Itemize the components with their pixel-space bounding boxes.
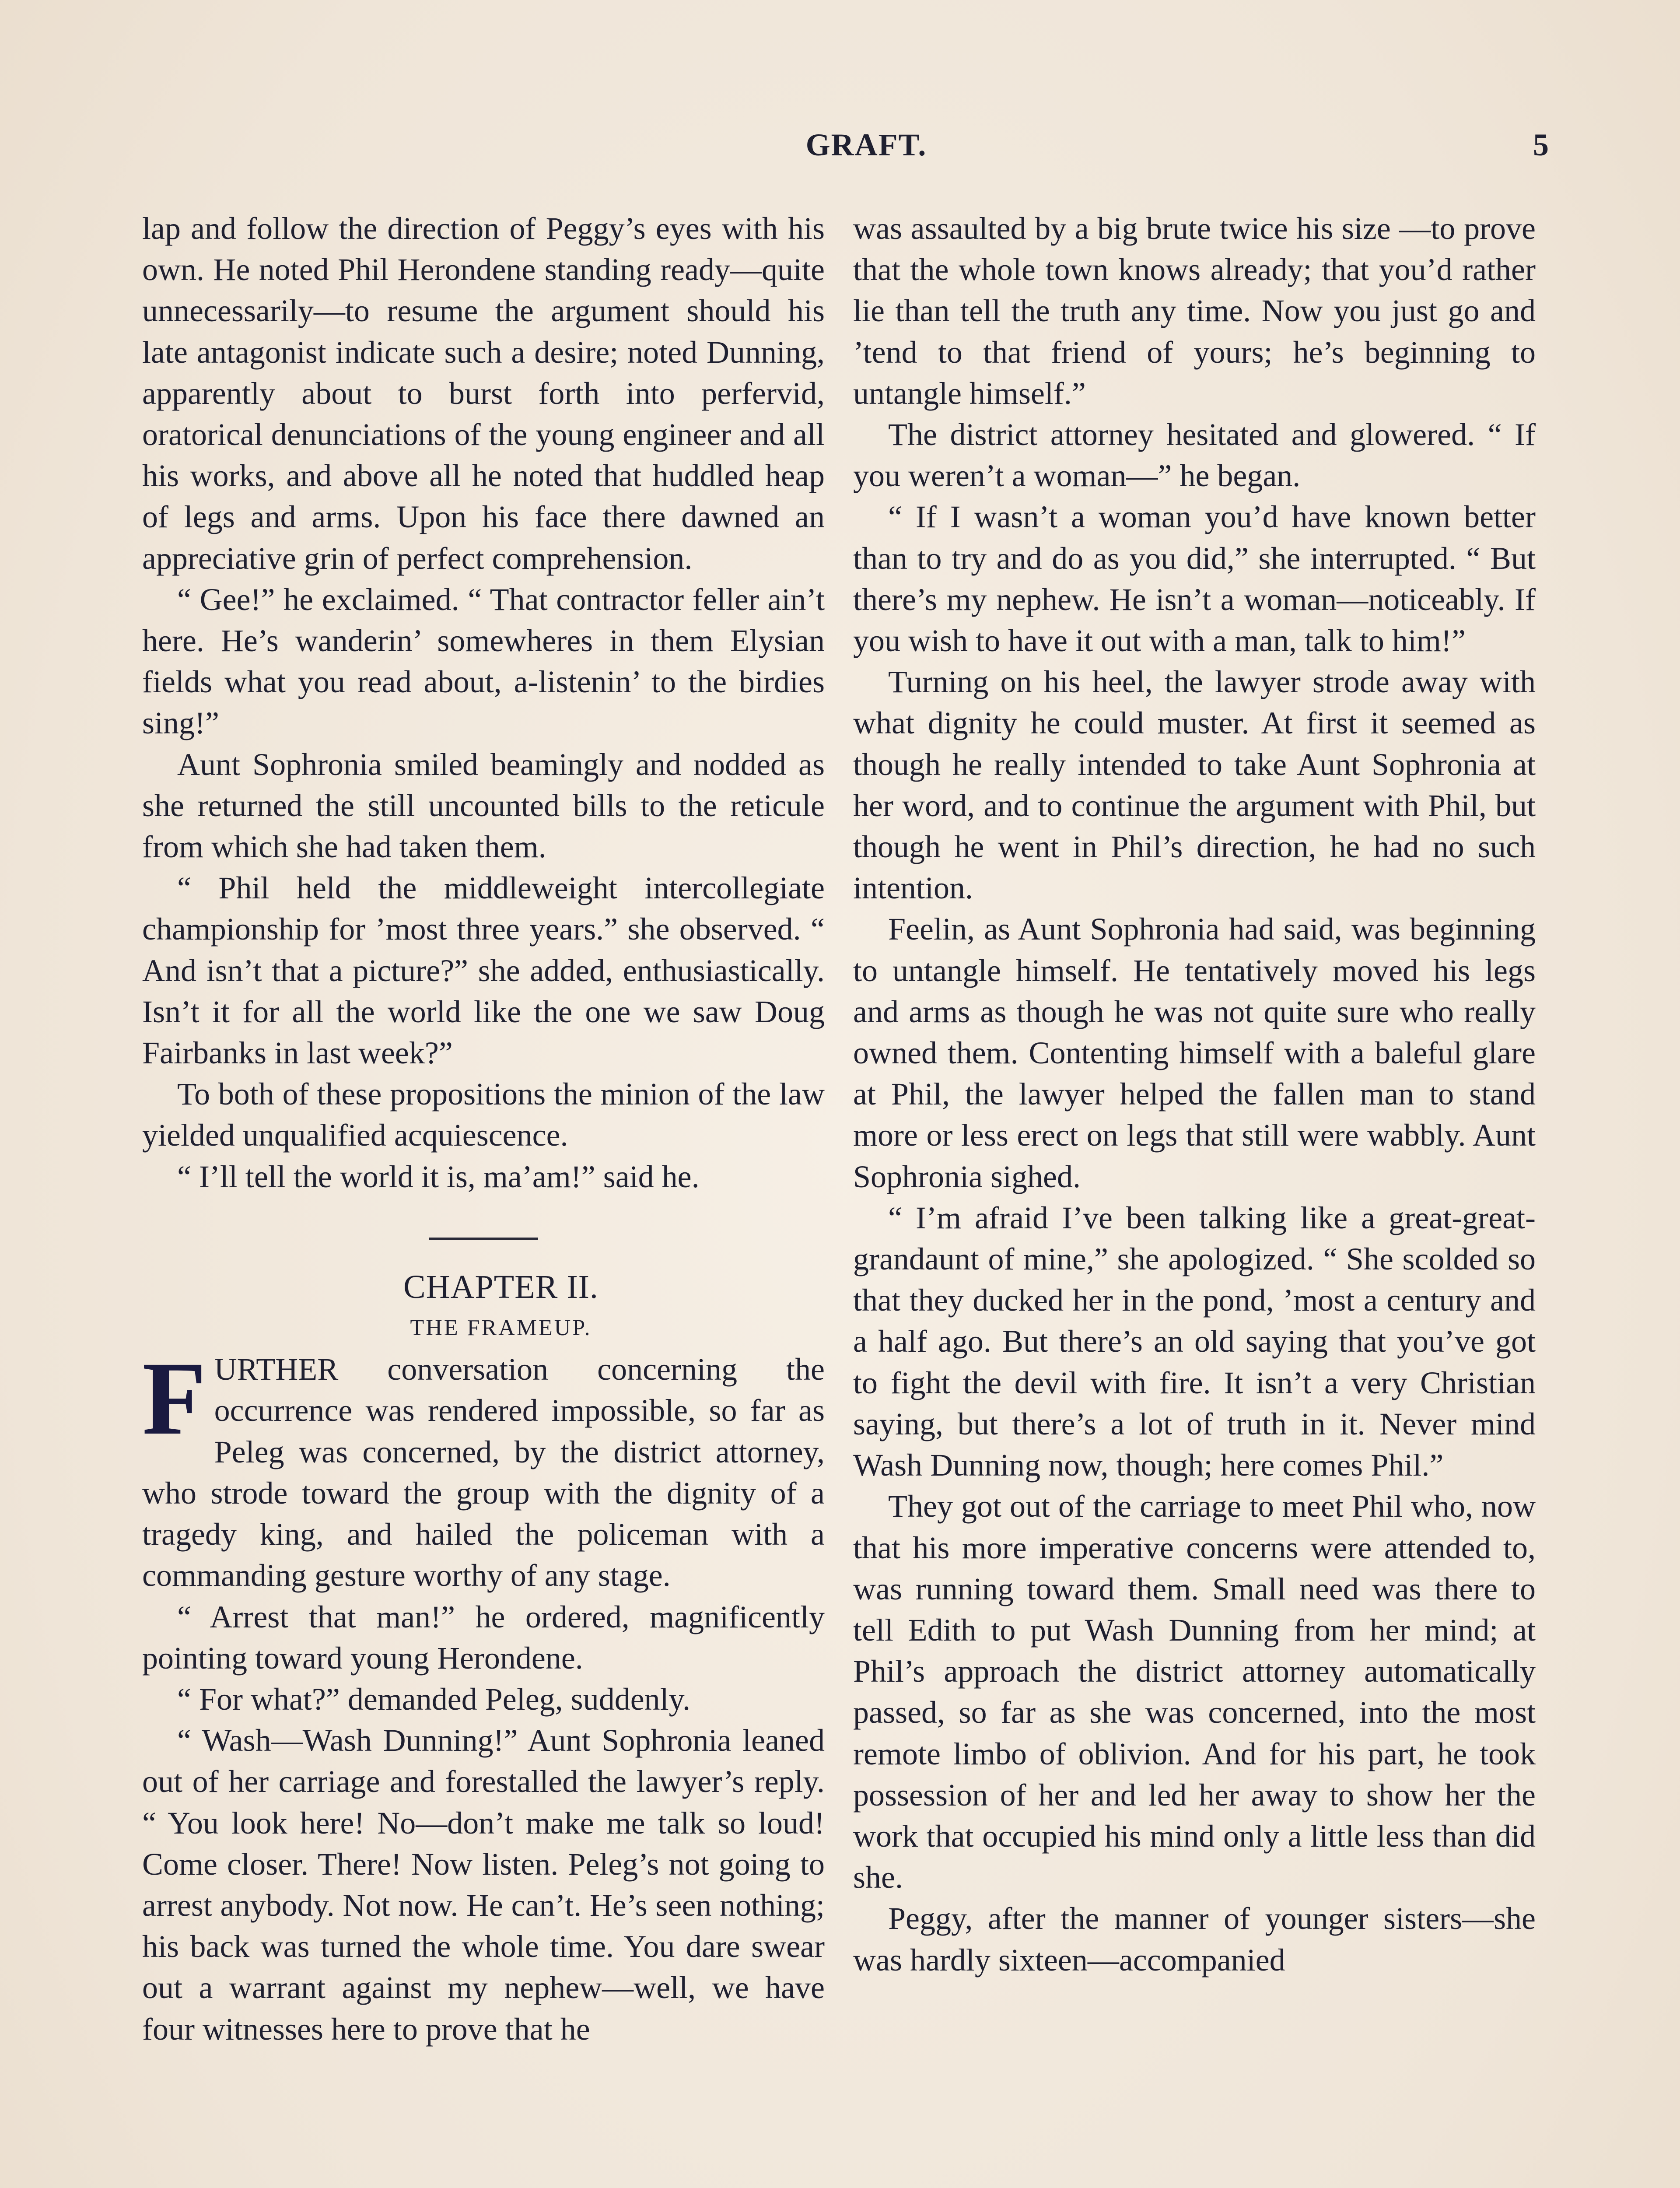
paragraph: “ I’ll tell the world it is, ma’am!” said he. bbox=[177, 1159, 700, 1194]
paragraph: “ I’m afraid I’ve been talking like a great-great-grandaunt of mine,” she apologized. “ She scolded so that they ducked her in the pond, ’most a century and a half ago. But there’s an old saying that you’ve got to fight the devil with fire. It isn’t a very Christian saying, but there’s a lot of truth in it. Never mind Wash Dunning now, though; here comes Phil.” bbox=[853, 1200, 1536, 1483]
paragraph: “ Phil held the middleweight intercollegiate championship for ’most three years.” she observed. “ And isn’t that a picture?” she added, enthusiastically. Isn’t it for all the world like the one we saw Doug Fairbanks in last week?” bbox=[142, 870, 825, 1071]
paragraph: Feelin, as Aunt Sophronia had said, was beginning to untangle himself. He tentatively moved his legs and arms as though he was not quite sure who really owned them. Contenting himself with a baleful glare at Phil, the lawyer helped the fallen man to stand more or less erect on legs that still were wabbly. Aunt Sophronia sighed. bbox=[853, 912, 1536, 1194]
paragraph: “ Gee!” he exclaimed. “ That contractor feller ain’t here. He’s wanderin’ somewheres in them Elysian fields what you read about, a-listenin’ to the birdies sing!” bbox=[142, 582, 825, 741]
chapter-opening-paragraph bbox=[142, 1340, 825, 1596]
drop-cap: F bbox=[142, 1340, 206, 1457]
paragraph-text: URTHER conversation concerning the occurrence was rendered impossible, so far as Peleg was concerned, by the district attorney, who strode toward the group with the dignity of a tragedy king, and hailed the policeman with a commanding gesture worthy of any stage. bbox=[142, 1352, 825, 1593]
chapter-subtitle: THE FRAMEUP. bbox=[410, 1315, 592, 1341]
paragraph: “ Arrest that man!” he ordered, magnificently pointing toward young Herondene. bbox=[142, 1599, 825, 1676]
paragraph: The district attorney hesitated and glowered. “ If you weren’t a woman—” he began. bbox=[853, 417, 1536, 494]
chapter-title: CHAPTER II. bbox=[403, 1268, 598, 1305]
paragraph: was assaulted by a big brute twice his size —to prove that the whole town knows already; that you’d rather lie than tell the truth any time. Now you just go and ’tend to that friend of yours; he’s beginning to untangle himself.” bbox=[853, 211, 1536, 411]
right-column bbox=[853, 208, 1536, 1981]
paragraph: lap and follow the direction of Peggy’s eyes with his own. He noted Phil Herondene standing ready—quite unnecessarily—to resume the argument should his late antagonist indicate such a desire; noted Dunning, apparently about to burst forth into perfervid, oratorical denunciations of the young engineer and all his works, and above all he noted that huddled heap of legs and arms. Upon his face there dawned an appreciative grin of perfect comprehension. bbox=[142, 211, 825, 576]
running-title: GRAFT. bbox=[805, 127, 927, 162]
section-divider bbox=[429, 1238, 538, 1240]
page-number: 5 bbox=[1533, 127, 1549, 162]
left-column bbox=[142, 208, 825, 2050]
paragraph: Aunt Sophronia smiled beamingly and nodded as she returned the still uncounted bills to the reticule from which she had taken them. bbox=[142, 747, 825, 865]
paragraph: To both of these propositions the minion of the law yielded unqualified acquiescence. bbox=[142, 1076, 825, 1153]
paragraph: They got out of the carriage to meet Phil who, now that his more imperative concerns were attended to, was running toward them. Small need was there to tell Edith to put Wash Dunning from her mind; at Phil’s approach the district attorney automatically passed, so far as she was concerned, into the most remote limbo of oblivion. And for his part, he took possession of her and led her away to show her the work that occupied his mind only a little less than did she. bbox=[853, 1489, 1536, 1895]
paragraph: “ For what?” demanded Peleg, suddenly. bbox=[177, 1681, 690, 1717]
paragraph: Turning on his heel, the lawyer strode away with what dignity he could muster. At first it seemed as though he really intended to take Aunt Sophronia at her word, and to continue the argument with Phil, but though he went in Phil’s direction, he had no such intention. bbox=[853, 664, 1536, 906]
running-head bbox=[149, 127, 1549, 175]
paragraph: “ Wash—Wash Dunning!” Aunt Sophronia leaned out of her carriage and forestalled the lawyer’s reply. “ You look here! No—don’t make me talk so loud! Come closer. There! Now listen. Peleg’s not going to arrest anybody. Not now. He can’t. He’s seen nothing; his back was turned the whole time. You dare swear out a warrant against my nephew—well, we have four witnesses here to prove that he bbox=[142, 1723, 825, 2047]
paragraph: “ If I wasn’t a woman you’d have known better than to try and do as you did,” she interrupted. “ But there’s my nephew. He isn’t a woman—noticeably. If you wish to have it out with a man, talk to him!” bbox=[853, 499, 1536, 659]
paragraph: Peggy, after the manner of younger sisters—she was hardly sixteen—accompanied bbox=[853, 1901, 1536, 1978]
